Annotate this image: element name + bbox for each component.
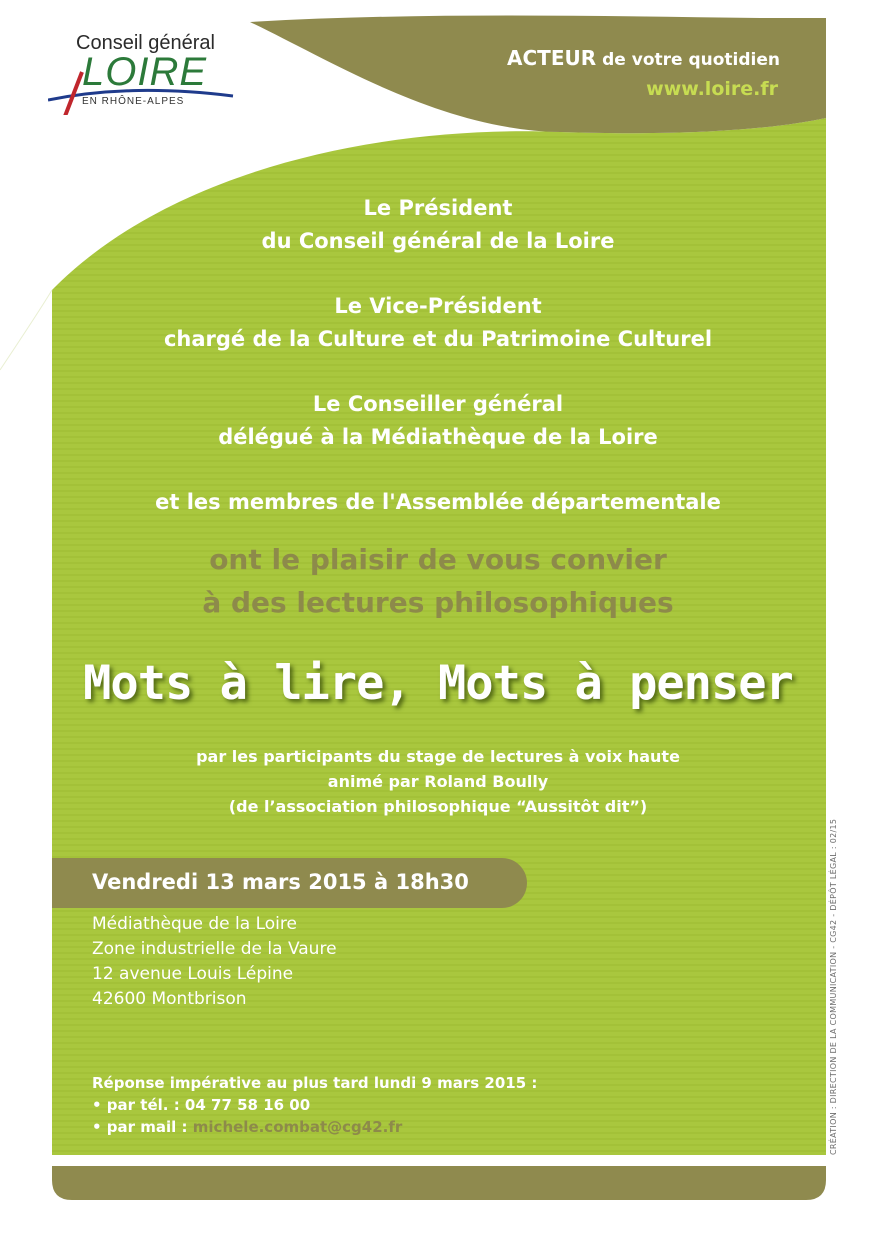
website-link[interactable]: www.loire.fr (646, 78, 778, 100)
event-date: Vendredi 13 mars 2015 à 18h30 (92, 870, 469, 894)
tagline-bold: ACTEUR (507, 46, 597, 70)
host-detail: du Conseil général de la Loire (261, 229, 615, 253)
host-detail: délégué à la Médiathèque de la Loire (218, 425, 658, 449)
address-line: 42600 Montbrison (92, 989, 247, 1009)
host-conseiller (0, 388, 876, 454)
tagline (507, 46, 780, 70)
rsvp-mail-label: • par mail : (92, 1118, 193, 1136)
invitation-line: à des lectures philosophiques (202, 586, 674, 619)
subtitle-line: (de l’association philosophique “Aussitôt dit”) (228, 797, 648, 816)
host-detail: chargé de la Culture et du Patrimoine Culturel (163, 327, 713, 351)
rsvp-phone-row (92, 1094, 537, 1116)
address-line: 12 avenue Louis Lépine (92, 964, 294, 984)
rsvp-phone[interactable]: 04 77 58 16 00 (184, 1096, 311, 1114)
host-vice-president (0, 290, 876, 356)
address-line: Médiathèque de la Loire (92, 914, 297, 934)
rsvp-mail-row (92, 1116, 537, 1138)
tagline-rest: de votre quotidien (602, 50, 780, 70)
subtitle-line: animé par Roland Boully (327, 772, 549, 791)
event-title: Mots à lire, Mots à penser (83, 656, 793, 711)
olive-header-swoosh (250, 16, 826, 134)
logo-loire: LOIRE (82, 50, 208, 94)
host-title: Le Vice-Président (334, 294, 542, 318)
conseil-general-logo (48, 30, 238, 115)
host-title: Le Président (363, 196, 513, 220)
host-assembly (0, 486, 876, 519)
host-title: et les membres de l'Assemblée départementale (155, 490, 721, 514)
rsvp-phone-label: • par tél. : (92, 1096, 185, 1114)
rsvp-heading: Réponse impérative au plus tard lundi 9 mars 2015 : (92, 1074, 538, 1092)
host-title: Le Conseiller général (312, 392, 564, 416)
logo-conseil-general: Conseil général (76, 32, 215, 54)
rsvp-mail[interactable]: michele.combat@cg42.fr (192, 1118, 403, 1136)
subtitle-line: par les participants du stage de lectures à voix haute (196, 747, 680, 766)
event-subtitle (0, 744, 876, 819)
olive-footer-band (52, 1166, 826, 1200)
rsvp-block (92, 1072, 537, 1138)
venue-address (92, 912, 337, 1012)
logo-region: EN RHÔNE-ALPES (82, 96, 185, 107)
invitation-text (0, 538, 876, 624)
legal-credit: CRÉATION : DIRECTION DE LA COMMUNICATION - CG42 - DÉPÔT LÉGAL : 02/15 (829, 818, 838, 1155)
address-line: Zone industrielle de la Vaure (92, 939, 337, 959)
event-date-banner (52, 858, 527, 908)
invitation-line: ont le plaisir de vous convier (209, 543, 667, 576)
host-president (0, 192, 876, 258)
hosts-block (0, 192, 876, 551)
